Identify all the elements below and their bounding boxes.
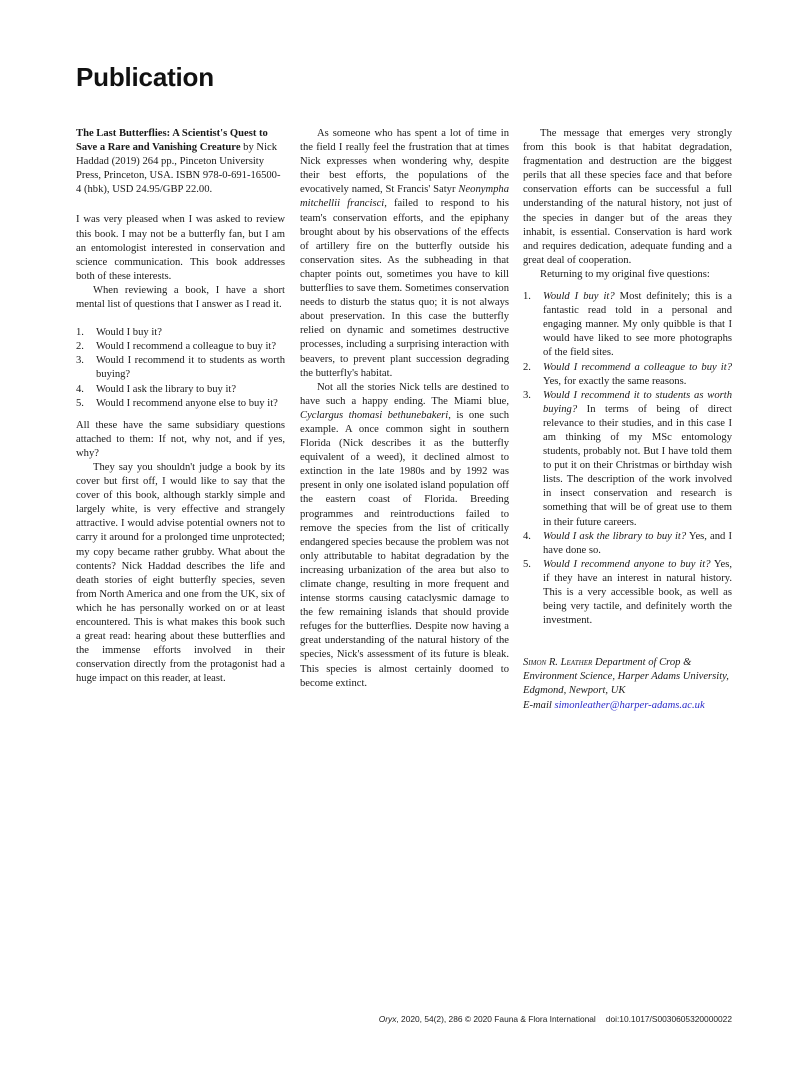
answer-list — [523, 290, 732, 628]
answer: Yes, and I have done so. — [543, 530, 732, 556]
text: , is one such example. A once common sight in southern Florida (Nick describes it as the butterfly equivalent of a weed), it declined almost to extinction in the late 1980s and by 1992 was present in only one isolated island population off the eastern coast of Florida. Breeding programmes and reintroductions failed to remove the species from the list of critically endangered species because the problem was not only attributable to habitat degradation by the increasing urbanization of the area but also to climate change, resulting in more frequent and intense storms causing cataclysmic damage to the few remaining islands that should provide refuges for the butterflies. Despite now having a great understanding of the natural history of the species, Nick's assessment of its future is bleak. This species is almost certainly doomed to become extinct. — [300, 409, 510, 689]
list-item — [76, 354, 285, 382]
question: Would I recommend it to students as worth buying? — [543, 389, 732, 415]
email-link[interactable]: simonleather@harper-adams.ac.uk — [554, 699, 705, 711]
list-number: 4. — [76, 383, 84, 395]
list-number: 1. — [76, 327, 84, 339]
list-item — [523, 530, 732, 558]
list-number: 2. — [76, 341, 84, 353]
answer: In terms of being of direct relevance to their studies, and in this case I am thinking of my MSc entomology students, probably not. But I have told them to put it on their Christmas or birthday wish lists. The description of the work involved in insect conservation and research is something that will be of great use to them in their future careers. — [543, 403, 732, 528]
list-text: Would I recommend it to students as worth buying? — [96, 355, 285, 381]
paragraph: Returning to my original five questions: — [540, 268, 710, 280]
book-title: The Last Butterflies: A Scientist's Quest to Save a Rare and Vanishing Creature — [76, 128, 268, 154]
species-name: Cyclargus thomasi bethunebakeri — [300, 409, 449, 421]
answer: Most definitely; this is a fantastic read told in a personal and engaging manner. My only quibble is that I would have liked to see more photographs of the field sites. — [543, 291, 733, 359]
list-text: Would I ask the library to buy it? — [96, 383, 237, 395]
book-details: by Nick Haddad (2019) 264 pp., Pinceton University Press, Princeton, USA. ISBN 978-0-691-16500-4 (hbk), USD 24.95/GBP 22.00. — [76, 142, 281, 196]
question: Would I buy it? — [543, 291, 615, 303]
list-item — [76, 383, 285, 397]
email-label: E-mail — [523, 699, 555, 711]
answer: Yes, for exactly the same reasons. — [543, 375, 687, 387]
paragraph: When reviewing a book, I have a short mental list of questions that I answer as I read it. — [76, 284, 285, 311]
list-text: Would I buy it? — [96, 327, 162, 339]
list-item — [523, 290, 732, 360]
list-item — [523, 361, 732, 389]
author-name: Simon R. Leather — [523, 657, 593, 669]
journal-name: Oryx — [378, 1014, 397, 1024]
question: Would I recommend a colleague to buy it? — [543, 361, 732, 373]
question-list — [76, 326, 285, 411]
doi: doi:10.1017/S0030605320000022 — [605, 1014, 732, 1024]
list-number: 5. — [523, 558, 531, 570]
page-title: Publication — [76, 62, 214, 92]
list-item — [76, 397, 285, 411]
list-number: 3. — [523, 389, 531, 401]
book-citation — [76, 127, 285, 197]
footer-citation — [379, 1014, 732, 1024]
list-number: 5. — [76, 397, 84, 409]
author-byline — [523, 656, 732, 712]
paragraph: All these have the same subsidiary questions attached to them: If not, why not, and if yes, why? — [76, 419, 285, 459]
paragraph — [300, 127, 509, 381]
paragraph: They say you shouldn't judge a book by its cover but first off, I would like to say that the cover of this book, although starkly simple and largely white, is very effective and strangely attractive. I would advise potential owners not to carry it around for a prolonged time unprotected; my copy became rather grubby. What about the contents? Nick Haddad describes the life and death stories of eight butterfly species, seven from North America and one from the UK, six of which he has personally worked on or at least encountered. This is what makes this book such a great read: hearing about these butterflies and the immense efforts involved in their conservation directly from the protagonist had a huge impact on this reader, at least. — [76, 461, 285, 685]
list-number: 3. — [76, 355, 84, 367]
list-item — [523, 389, 732, 530]
list-number: 4. — [523, 530, 531, 542]
column-3 — [523, 127, 732, 713]
list-number: 1. — [523, 291, 531, 303]
question: Would I recommend anyone to buy it? — [543, 558, 711, 570]
list-item — [76, 326, 285, 340]
column-1 — [76, 127, 285, 686]
list-text: Would I recommend a colleague to buy it? — [96, 341, 277, 353]
paragraph: I was very pleased when I was asked to review this book. I may not be a butterfly fan, but I am an entomologist interested in conservation and science communication. This book addresses both of these interests. — [76, 214, 285, 282]
affiliation: Department of Crop & Environment Science, Harper Adams University, Edgmond, Newport, UK — [523, 657, 729, 697]
list-item — [76, 340, 285, 354]
citation: , 2020, 54(2), 286 © 2020 Fauna & Flora International — [396, 1014, 596, 1024]
question: Would I ask the library to buy it? — [543, 530, 687, 542]
species-name: Neonympha mitchellii francisci — [300, 184, 509, 210]
list-item — [523, 558, 732, 628]
text: Not all the stories Nick tells are destined to have such a happy ending. The Miami blue, — [300, 381, 509, 407]
text: As someone who has spent a lot of time in the field I really feel the frustration that at times Nick expresses when wondering why, despite their best efforts, the populations of the evocatively named, St Francis' Satyr — [300, 128, 509, 196]
answer: Yes, if they have an interest in natural history. This is a very accessible book, as well as being very tactile, and definitely worth the investment. — [543, 558, 732, 627]
text: , failed to respond to his team's conservation efforts, and the epiphany brought about by his observations of the effects of artillery fire on the butterfly outside his conservation sites. As the subheading in that chapter points out, sometimes you have to kill butterflies to save them. Sometimes conservation needs to disturb the status quo; it is not always about preservation. In this case the butterfly relied on dynamic and sometimes destructive processes, including a surprising interaction with beavers, to prevent plant succession degrading the butterfly's habitat. — [300, 198, 510, 379]
paragraph: The message that emerges very strongly from this book is that habitat degradation, fragmentation and destruction are the biggest perils that all these species face and that before conservation efforts can be successful a full understanding of the natural history, not just of the species in danger but of the areas they inhabit, is essential. Conservation is hard work and requires dedication, adequate funding and a great deal of cooperation. — [523, 128, 732, 266]
paragraph — [300, 381, 509, 691]
column-2 — [300, 127, 509, 691]
list-number: 2. — [523, 361, 531, 373]
list-text: Would I recommend anyone else to buy it? — [96, 397, 278, 409]
